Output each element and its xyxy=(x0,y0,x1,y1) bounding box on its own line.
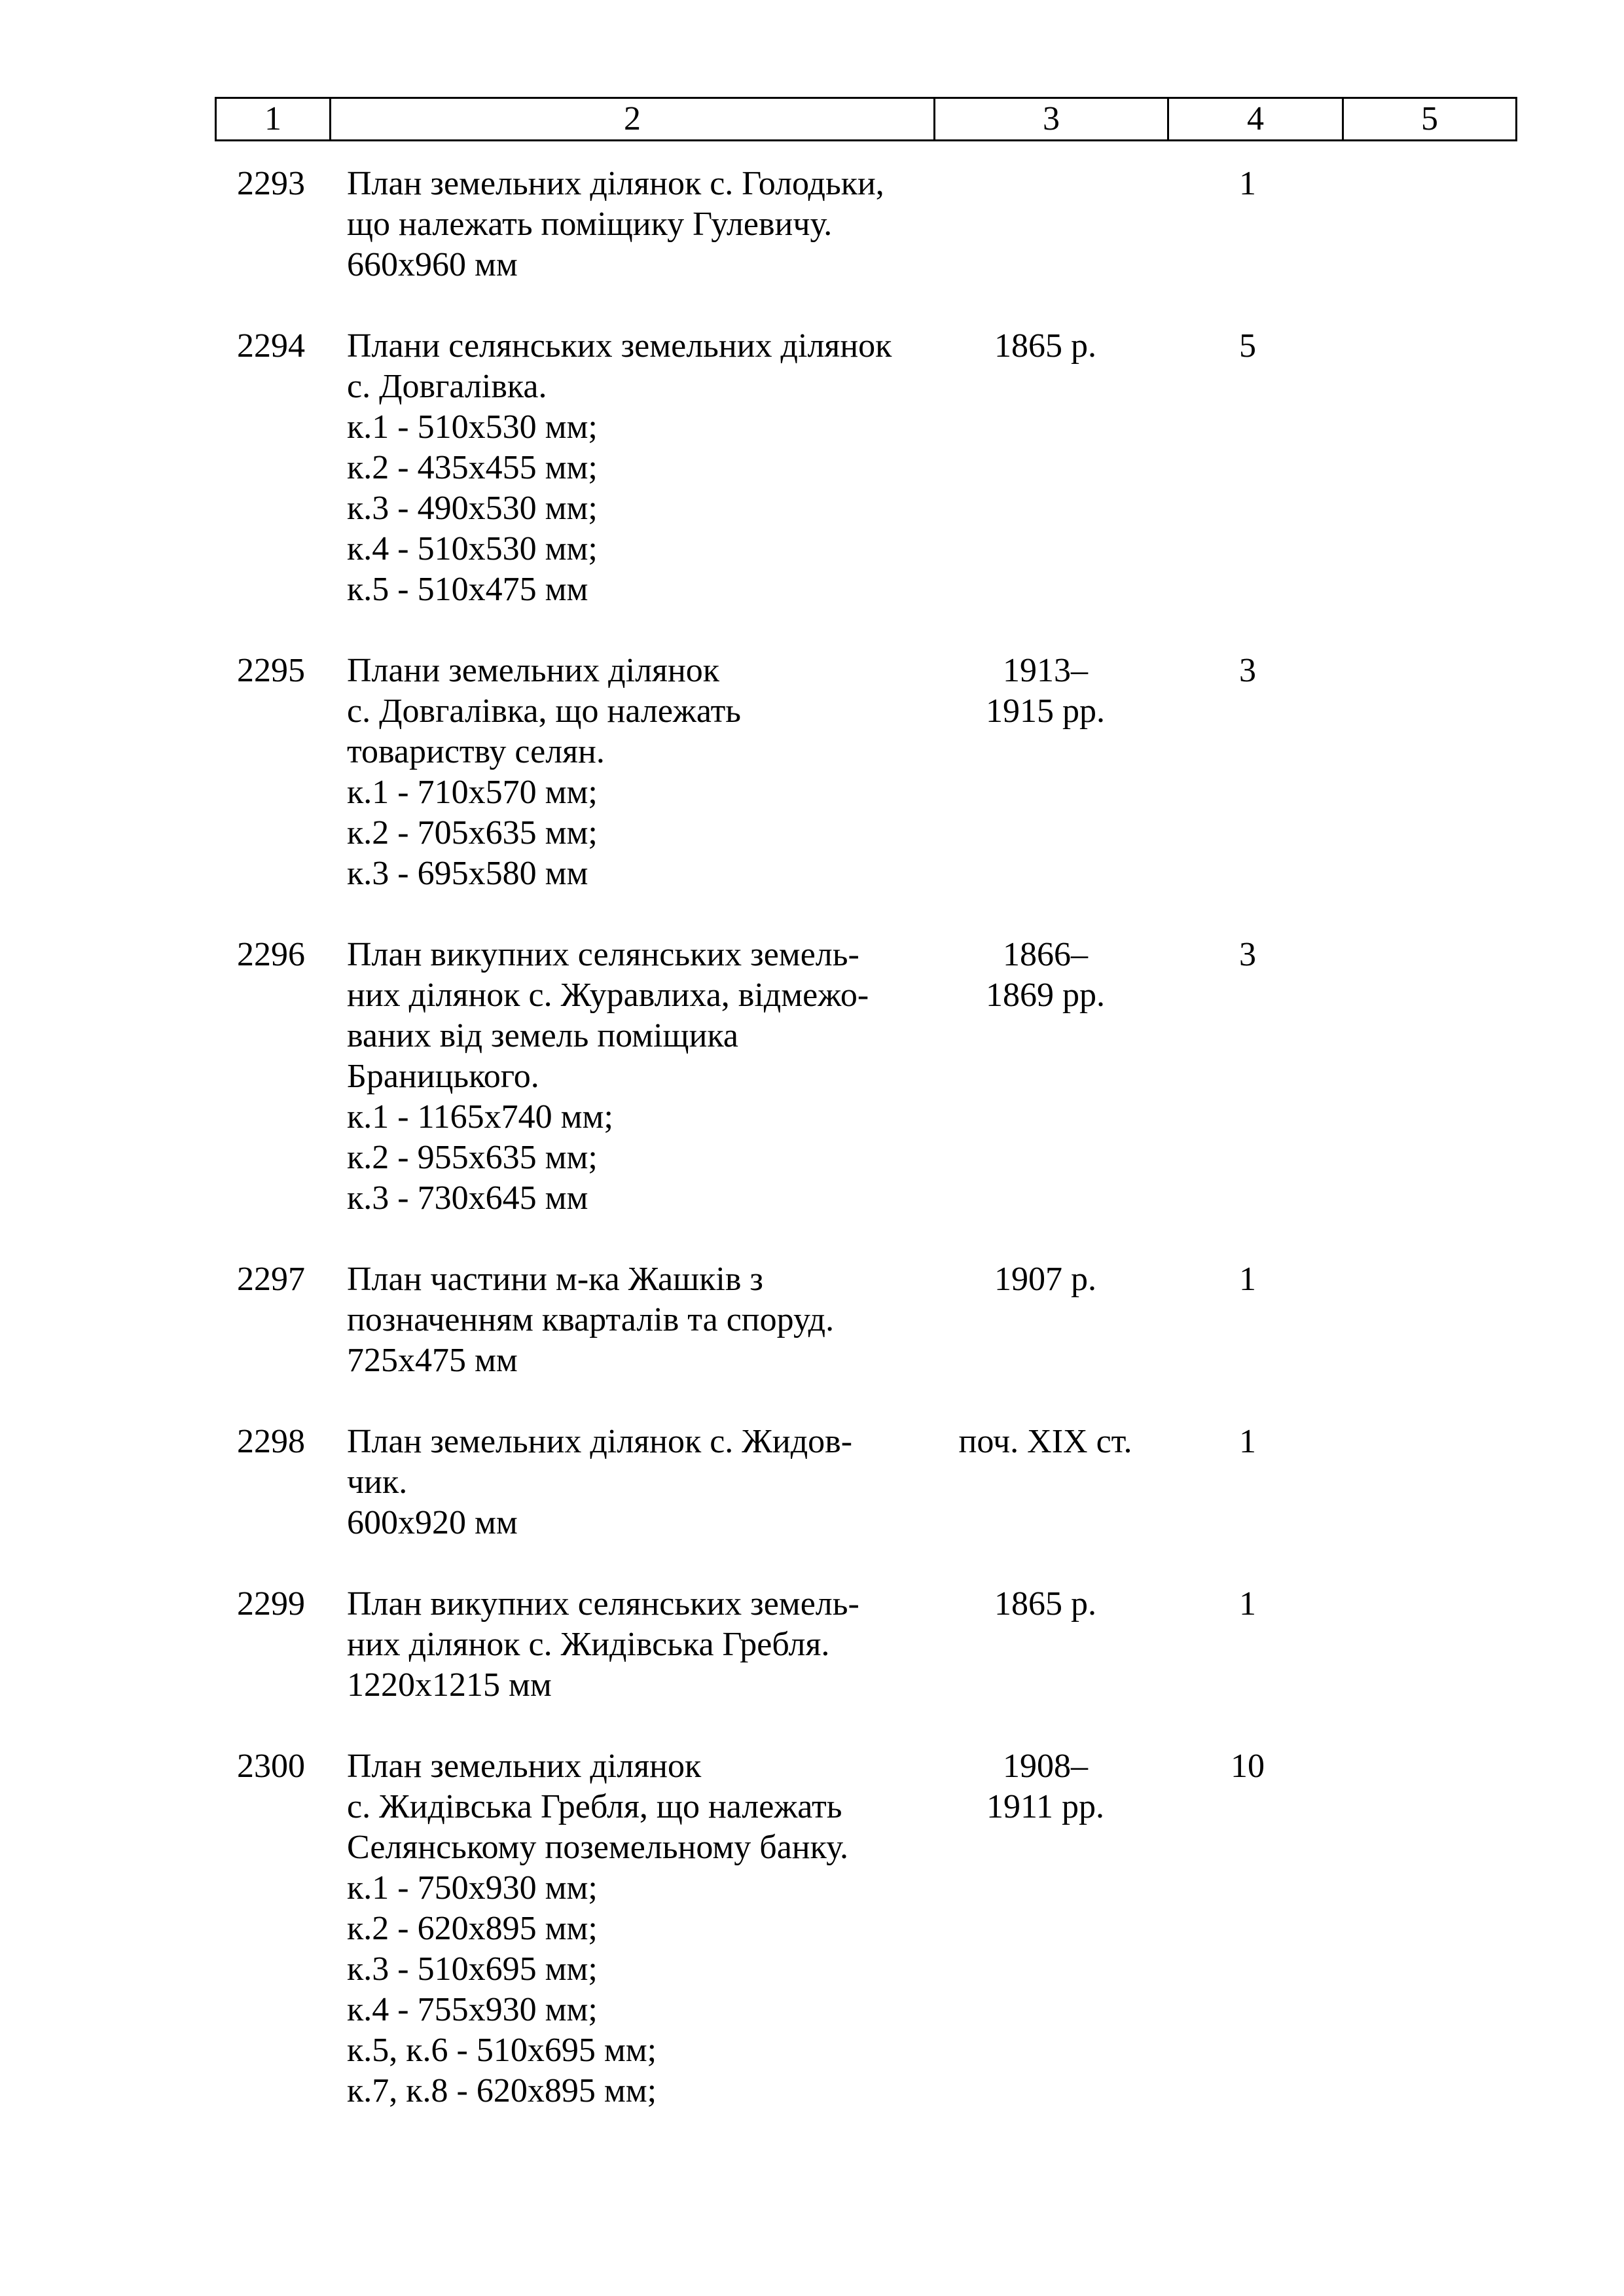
entry-count: 1 xyxy=(1239,1585,1256,1623)
entry-number: 2297 xyxy=(237,1261,305,1298)
entry-date xyxy=(929,1746,1161,1827)
entry-date xyxy=(929,326,1161,367)
entry-count: 1 xyxy=(1239,1261,1256,1298)
entry-size-line: к.4 - 755х930 мм; xyxy=(347,1991,598,2028)
inventory-entry xyxy=(215,164,1511,285)
entry-date xyxy=(929,1259,1161,1300)
entry-title-line: чик. xyxy=(347,1463,408,1501)
entry-description xyxy=(327,164,916,285)
entry-date xyxy=(929,1422,1161,1462)
inventory-entries xyxy=(215,164,1511,2152)
column-header-1: 1 xyxy=(216,98,331,141)
entry-count: 10 xyxy=(1231,1748,1265,1785)
entry-count: 5 xyxy=(1239,327,1256,365)
entry-number: 2295 xyxy=(237,652,305,689)
entry-date-line: 1907 р. xyxy=(994,1261,1096,1298)
entry-size-line: к.3 - 510х695 мм; xyxy=(347,1950,598,1988)
entry-date-line: 1865 р. xyxy=(994,327,1096,365)
entry-title-line: План викупних селянських земель- xyxy=(347,1585,859,1623)
entry-date xyxy=(929,1584,1161,1624)
entry-count: 1 xyxy=(1239,1423,1256,1460)
entry-title-line: них ділянок с. Журавлиха, відмежо- xyxy=(347,977,869,1014)
entry-number: 2299 xyxy=(237,1585,305,1623)
entry-size-line: к.3 - 695х580 мм xyxy=(347,855,588,892)
entry-description xyxy=(327,1422,916,1543)
entry-title-line: ваних від земель поміщика xyxy=(347,1017,738,1054)
entry-size-line: к.2 - 620х895 мм; xyxy=(347,1910,598,1947)
inventory-entry xyxy=(215,1422,1511,1543)
entry-title-line: с. Довгалівка. xyxy=(347,368,547,405)
entry-size-line: к.1 - 510х530 мм; xyxy=(347,408,598,446)
entry-size-line: к.7, к.8 - 620х895 мм; xyxy=(347,2072,657,2109)
inventory-entry xyxy=(215,651,1511,894)
entry-title-line: них ділянок с. Жидівська Гребля. xyxy=(347,1626,830,1663)
entry-title-line: План земельних ділянок xyxy=(347,1748,702,1785)
entry-number: 2300 xyxy=(237,1748,305,1785)
entry-title-line: План частини м-ка Жашків з xyxy=(347,1261,763,1298)
column-header-2: 2 xyxy=(331,98,935,141)
column-header-5: 5 xyxy=(1343,98,1517,141)
column-header-row xyxy=(215,97,1517,141)
entry-size-line: 660х960 мм xyxy=(347,246,518,283)
entry-size-line: к.5 - 510х475 мм xyxy=(347,571,588,608)
entry-count: 3 xyxy=(1239,936,1256,973)
entry-number: 2296 xyxy=(237,936,305,973)
entry-size-line: к.1 - 1165х740 мм; xyxy=(347,1098,613,1136)
entry-size-line: к.2 - 435х455 мм; xyxy=(347,449,598,486)
entry-title-line: Браницького. xyxy=(347,1058,539,1095)
inventory-entry xyxy=(215,1584,1511,1706)
entry-title-line: позначенням кварталів та споруд. xyxy=(347,1301,835,1338)
entry-description xyxy=(327,326,916,610)
entry-title-line: с. Довгалівка, що належать xyxy=(347,692,742,730)
entry-title-line: товариству селян. xyxy=(347,733,605,770)
column-header-3: 3 xyxy=(935,98,1168,141)
entry-description xyxy=(327,651,916,894)
entry-size-line: к.1 - 710х570 мм; xyxy=(347,774,598,811)
entry-size-line: к.4 - 510х530 мм; xyxy=(347,530,598,567)
entry-description xyxy=(327,935,916,1219)
entry-description xyxy=(327,1584,916,1706)
entry-date-line: поч. ХІХ ст. xyxy=(958,1423,1132,1460)
entry-date-line: 1866– xyxy=(1003,936,1088,973)
entry-size-line: к.3 - 490х530 мм; xyxy=(347,490,598,527)
entry-title-line: План викупних селянських земель- xyxy=(347,936,859,973)
entry-count: 3 xyxy=(1239,652,1256,689)
entry-date-line: 1869 рр. xyxy=(986,977,1105,1014)
entry-date-line: 1908– xyxy=(1003,1748,1088,1785)
entry-date-line: 1911 рр. xyxy=(986,1788,1105,1825)
entry-size-line: к.2 - 705х635 мм; xyxy=(347,814,598,852)
entry-title-line: Селянському поземельному банку. xyxy=(347,1829,848,1866)
entry-date-line: 1865 р. xyxy=(994,1585,1096,1623)
entry-number: 2293 xyxy=(237,165,305,202)
entry-title-line: с. Жидівська Гребля, що належать xyxy=(347,1788,842,1825)
entry-number: 2298 xyxy=(237,1423,305,1460)
entry-title-line: Плани селянських земельних ділянок xyxy=(347,327,892,365)
entry-description xyxy=(327,1259,916,1381)
entry-date xyxy=(929,935,1161,1016)
entry-size-line: 725х475 мм xyxy=(347,1342,518,1379)
entry-description xyxy=(327,1746,916,2111)
entry-count: 1 xyxy=(1239,165,1256,202)
column-header-4: 4 xyxy=(1168,98,1343,141)
inventory-entry xyxy=(215,326,1511,610)
inventory-entry xyxy=(215,935,1511,1219)
entry-size-line: 1220х1215 мм xyxy=(347,1666,552,1704)
entry-size-line: к.2 - 955х635 мм; xyxy=(347,1139,598,1176)
entry-size-line: к.3 - 730х645 мм xyxy=(347,1179,588,1217)
entry-title-line: Плани земельних ділянок xyxy=(347,652,720,689)
entry-date-line: 1913– xyxy=(1003,652,1088,689)
entry-size-line: к.1 - 750х930 мм; xyxy=(347,1869,598,1907)
inventory-entry xyxy=(215,1746,1511,2111)
entry-size-line: к.5, к.6 - 510х695 мм; xyxy=(347,2032,657,2069)
entry-size-line: 600х920 мм xyxy=(347,1504,518,1541)
entry-title-line: що належать поміщику Гулевичу. xyxy=(347,206,833,243)
entry-date xyxy=(929,651,1161,732)
entry-number: 2294 xyxy=(237,327,305,365)
inventory-entry xyxy=(215,1259,1511,1381)
entry-title-line: План земельних ділянок с. Жидов- xyxy=(347,1423,853,1460)
entry-date-line: 1915 рр. xyxy=(986,692,1105,730)
entry-title-line: План земельних ділянок с. Голодьки, xyxy=(347,165,884,202)
